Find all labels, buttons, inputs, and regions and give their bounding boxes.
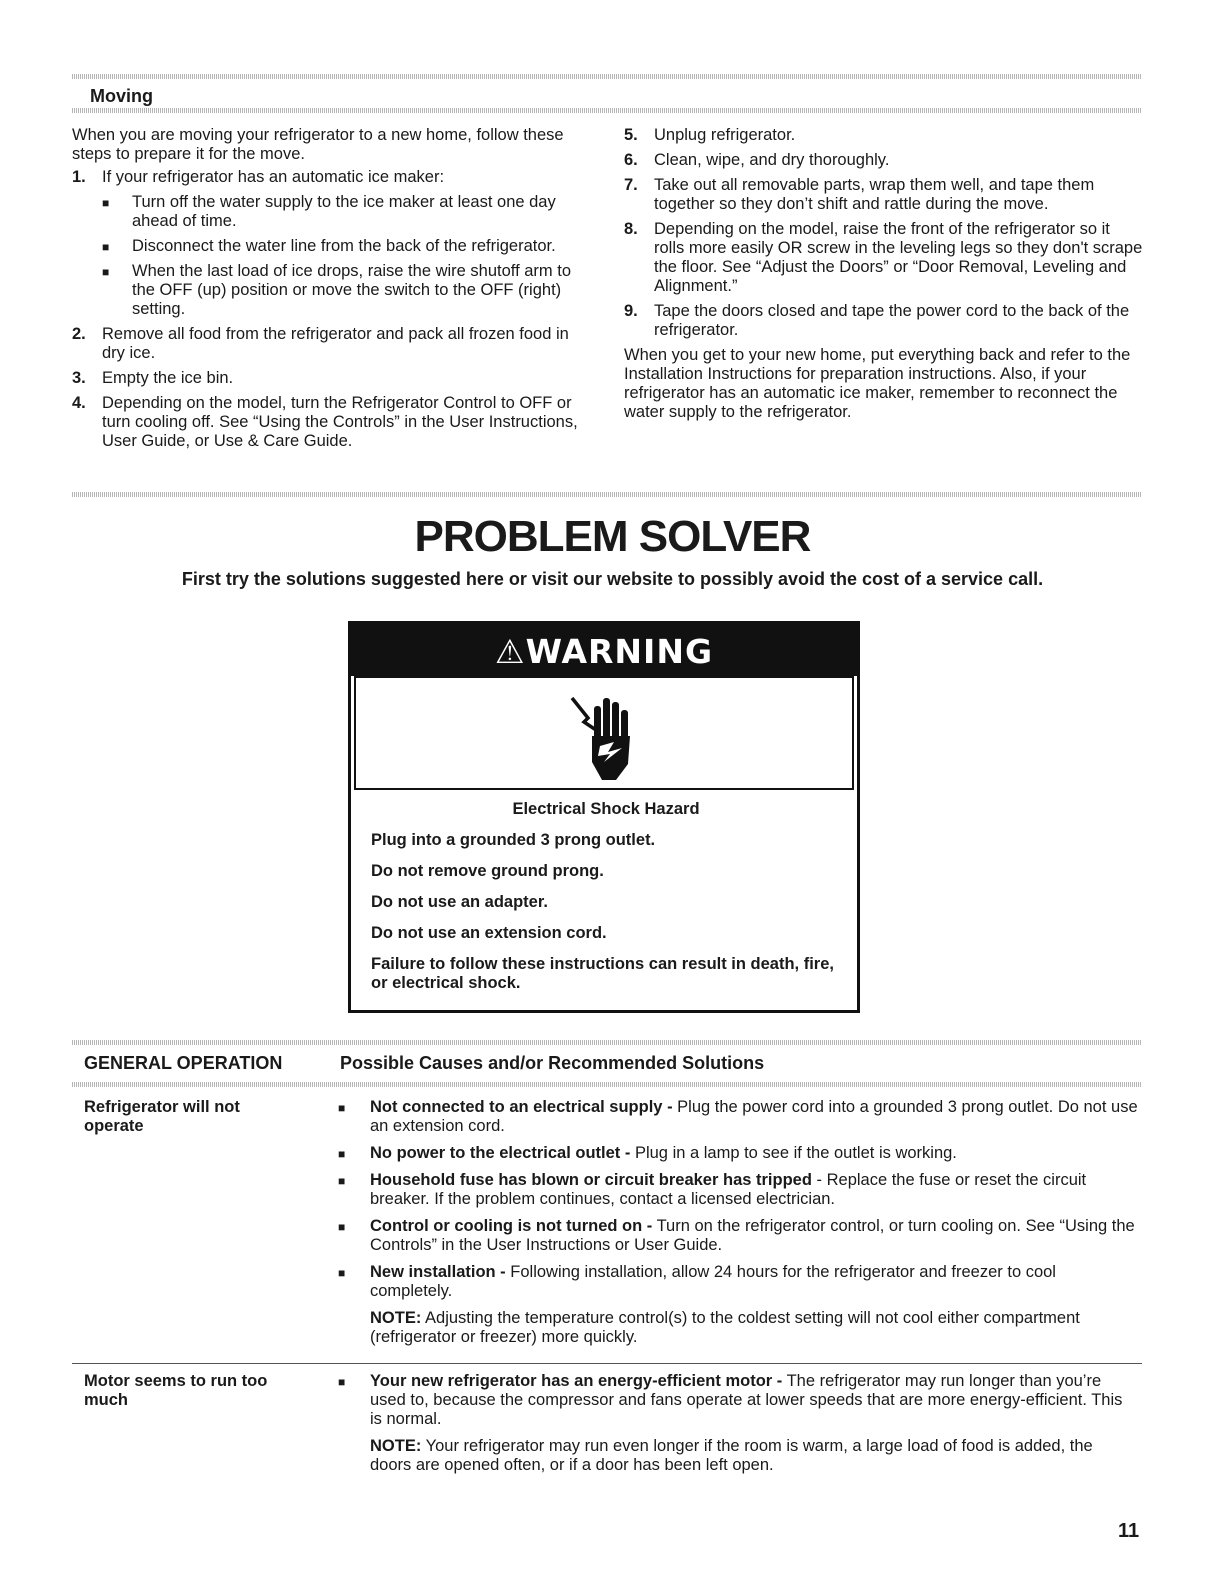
bullet-icon: ■ xyxy=(338,1375,346,1389)
page-subtitle: First try the solutions suggested here or visit our website to possibly avoid the cost of a service call. xyxy=(181,569,1044,589)
cause-label: Refrigerator will not operate xyxy=(84,1098,240,1135)
solutions-list xyxy=(338,1098,1138,1355)
warning-line: Plug into a grounded 3 prong outlet. xyxy=(371,831,656,849)
step-3: 3. Empty the ice bin. xyxy=(72,369,234,387)
warning-header: ⚠WARNING xyxy=(351,624,857,676)
step-4: 4. Depending on the model, turn the Refrigerator Control to OFF or turn cooling off. See “Using the Controls” in the User Instructions, User Guide, or Use & Care Guide. xyxy=(72,394,578,450)
page-number: 11 xyxy=(1118,1520,1140,1542)
moving-left-column xyxy=(72,126,592,457)
moving-closing: When you get to your new home, put everything back and refer to the Installation Instructions for preparation instructions. Also, if your refrigerator has an automatic ice maker, remember to reconnect the water supply to the refrigerator. xyxy=(624,346,1131,421)
bullet-icon: ■ xyxy=(102,196,110,210)
step-8: 8. Depending on the model, raise the front of the refrigerator so it rolls more easily OR screw in the leveling legs so they don't scrape the floor. See “Adjust the Doors” or “Door Removal, Leveling and Alignment.” xyxy=(624,220,1143,295)
divider xyxy=(72,74,1142,79)
solution-item: ■ Your new refrigerator has an energy-efficient motor - The refrigerator may run longer than you’re used to, because the compressor and fans operate at lower speeds that are more energy-efficient. This is normal. xyxy=(338,1372,1123,1428)
solution-item: ■ No power to the electrical outlet - Plug in a lamp to see if the outlet is working. xyxy=(338,1144,957,1162)
solution-item: ■ Control or cooling is not turned on - Turn on the refrigerator control, or turn cooling on. See “Using the Controls” in the User Instructions or User Guide. xyxy=(338,1217,1135,1254)
solutions-list xyxy=(338,1372,1138,1483)
bullet-icon: ■ xyxy=(338,1266,346,1280)
bullet-icon: ■ xyxy=(338,1147,346,1161)
moving-intro: When you are moving your refrigerator to a new home, follow these steps to prepare it for the move. xyxy=(72,126,564,163)
bullet-icon: ■ xyxy=(338,1220,346,1234)
step-1: 1. If your refrigerator has an automatic ice maker: xyxy=(72,168,445,186)
bullet-icon: ■ xyxy=(338,1101,346,1115)
cause-label: Motor seems to run too much xyxy=(84,1372,268,1409)
solution-item: ■ New installation - Following installation, allow 24 hours for the refrigerator and freezer to cool completely. xyxy=(338,1263,1056,1300)
warning-line: Do not use an adapter. xyxy=(371,893,548,911)
divider xyxy=(72,492,1142,497)
warning-symbol-panel xyxy=(354,676,854,790)
solution-item: ■ Not connected to an electrical supply - Plug the power cord into a grounded 3 prong outlet. Do not use an extension cord. xyxy=(338,1098,1138,1135)
step-9: 9. Tape the doors closed and tape the power cord to the back of the refrigerator. xyxy=(624,302,1130,339)
divider xyxy=(72,1040,1142,1045)
column-header-category: GENERAL OPERATION xyxy=(84,1053,283,1073)
moving-title: Moving xyxy=(90,86,153,106)
note: NOTE: Adjusting the temperature control(s) to the coldest setting will not cool either compartment (refrigerator or freezer) more quickly. xyxy=(370,1309,1080,1346)
bullet-icon: ■ xyxy=(102,265,110,279)
column-header-solutions: Possible Causes and/or Recommended Solutions xyxy=(340,1053,765,1073)
warning-line: Do not remove ground prong. xyxy=(371,862,604,880)
hazard-title: Electrical Shock Hazard xyxy=(512,800,700,818)
warning-box xyxy=(348,621,860,1013)
sub-bullet-1: ■ Turn off the water supply to the ice maker at least one day ahead of time. xyxy=(102,193,556,230)
warning-text xyxy=(371,800,841,1005)
warning-line: Failure to follow these instructions can result in death, fire, or electrical shock. xyxy=(371,955,834,992)
solution-item: ■ Household fuse has blown or circuit breaker has tripped - Replace the fuse or reset the circuit breaker. If the problem continues, contact a licensed electrician. xyxy=(338,1171,1087,1208)
step-6: 6. Clean, wipe, and dry thoroughly. xyxy=(624,151,890,169)
row-divider xyxy=(72,1363,1142,1364)
electric-shock-hand-icon xyxy=(568,684,638,784)
step-2: 2. Remove all food from the refrigerator and pack all frozen food in dry ice. xyxy=(72,325,569,362)
step-7: 7. Take out all removable parts, wrap them well, and tape them together so they don’t shift and rattle during the move. xyxy=(624,176,1095,213)
divider xyxy=(72,1082,1142,1087)
divider xyxy=(72,108,1142,113)
bullet-icon: ■ xyxy=(338,1174,346,1188)
warning-line: Do not use an extension cord. xyxy=(371,924,607,942)
sub-bullet-3: ■ When the last load of ice drops, raise the wire shutoff arm to the OFF (up) position or move the switch to the OFF (right) setting. xyxy=(102,262,571,318)
warning-triangle-icon: ⚠ xyxy=(494,632,526,671)
note: NOTE: Your refrigerator may run even longer if the room is warm, a large load of food is added, the doors are opened often, or if a door has been left open. xyxy=(370,1437,1093,1474)
page-title: PROBLEM SOLVER xyxy=(414,512,811,561)
bullet-icon: ■ xyxy=(102,240,110,254)
step-5: 5. Unplug refrigerator. xyxy=(624,126,796,144)
sub-bullet-2: ■ Disconnect the water line from the back of the refrigerator. xyxy=(102,237,556,255)
moving-right-column xyxy=(624,126,1144,422)
